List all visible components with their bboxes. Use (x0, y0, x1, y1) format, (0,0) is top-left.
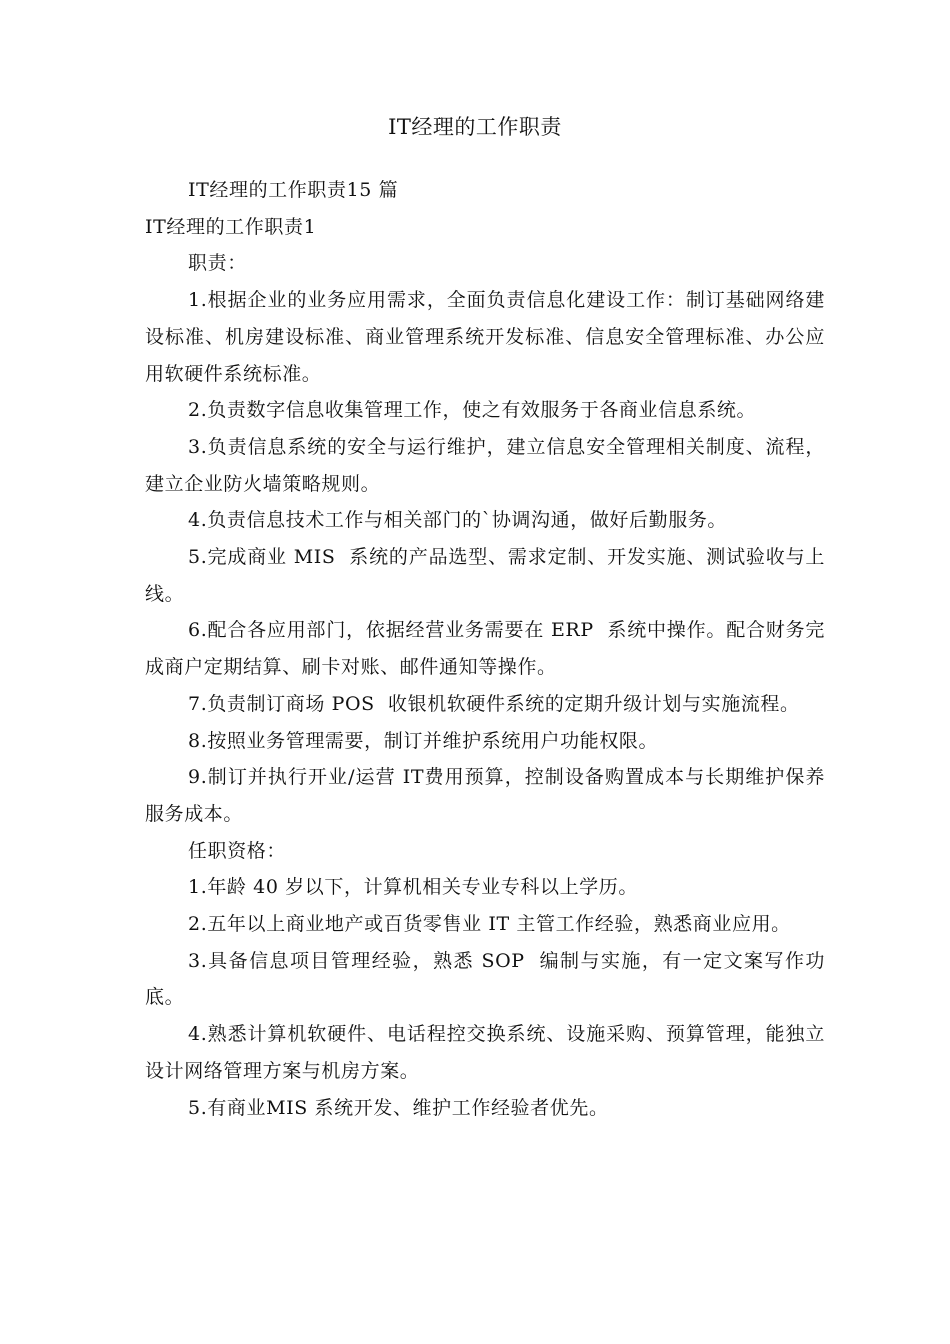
duty-item-7: 7.负责制订商场 POS 收银机软硬件系统的定期升级计划与实施流程。 (188, 692, 800, 715)
qualification-item-4: 4.熟悉计算机软硬件、电话程控交换系统、设施采购、预算管理，能独立设计网络管理方案与机房方案。 (145, 1023, 825, 1082)
qualification-item-5: 5.有商业MIS 系统开发、维护工作经验者优先。 (188, 1096, 609, 1119)
document-title: IT经理的工作职责 (388, 115, 562, 139)
duty-item-8: 8.按照业务管理需要，制订并维护系统用户功能权限。 (188, 729, 659, 752)
duty-item-3: 3.负责信息系统的安全与运行维护，建立信息安全管理相关制度、流程，建立企业防火墙策略规则。 (145, 435, 825, 495)
qualification-item-3: 3.具备信息项目管理经验，熟悉 SOP 编制与实施，有一定文案写作功底。 (145, 949, 825, 1009)
qualification-item-2: 2.五年以上商业地产或百货零售业 IT 主管工作经验，熟悉商业应用。 (188, 913, 791, 936)
duty-item-9: 9.制订并执行开业/运营 IT费用预算，控制设备购置成本与长期维护保养服务成本。 (145, 766, 825, 825)
duty-item-6: 6.配合各应用部门，依据经营业务需要在 ERP 系统中操作。配合财务完成商户定期结算、刷卡对账、邮件通知等操作。 (145, 619, 825, 679)
qualification-item-1: 1.年龄 40 岁以下，计算机相关专业专科以上学历。 (188, 876, 638, 899)
qualifications-heading: 任职资格： (188, 839, 287, 862)
section-heading: IT经理的工作职责1 (145, 215, 317, 238)
duty-item-5: 5.完成商业 MIS 系统的产品选型、需求定制、开发实施、测试验收与上线。 (145, 546, 825, 605)
document-body (145, 172, 825, 1126)
duty-item-2: 2.负责数字信息收集管理工作，使之有效服务于各商业信息系统。 (188, 399, 757, 422)
duties-heading: 职责： (188, 252, 247, 275)
duty-item-1: 1.根据企业的业务应用需求，全面负责信息化建设工作：制订基础网络建设标准、机房建设标准、商业管理系统开发标准、信息安全管理标准、办公应用软硬件系统标准。 (145, 289, 825, 385)
duty-item-4: 4.负责信息技术工作与相关部门的`协调沟通，做好后勤服务。 (188, 509, 728, 532)
subtitle-paragraph: IT经理的工作职责15 篇 (188, 179, 399, 201)
